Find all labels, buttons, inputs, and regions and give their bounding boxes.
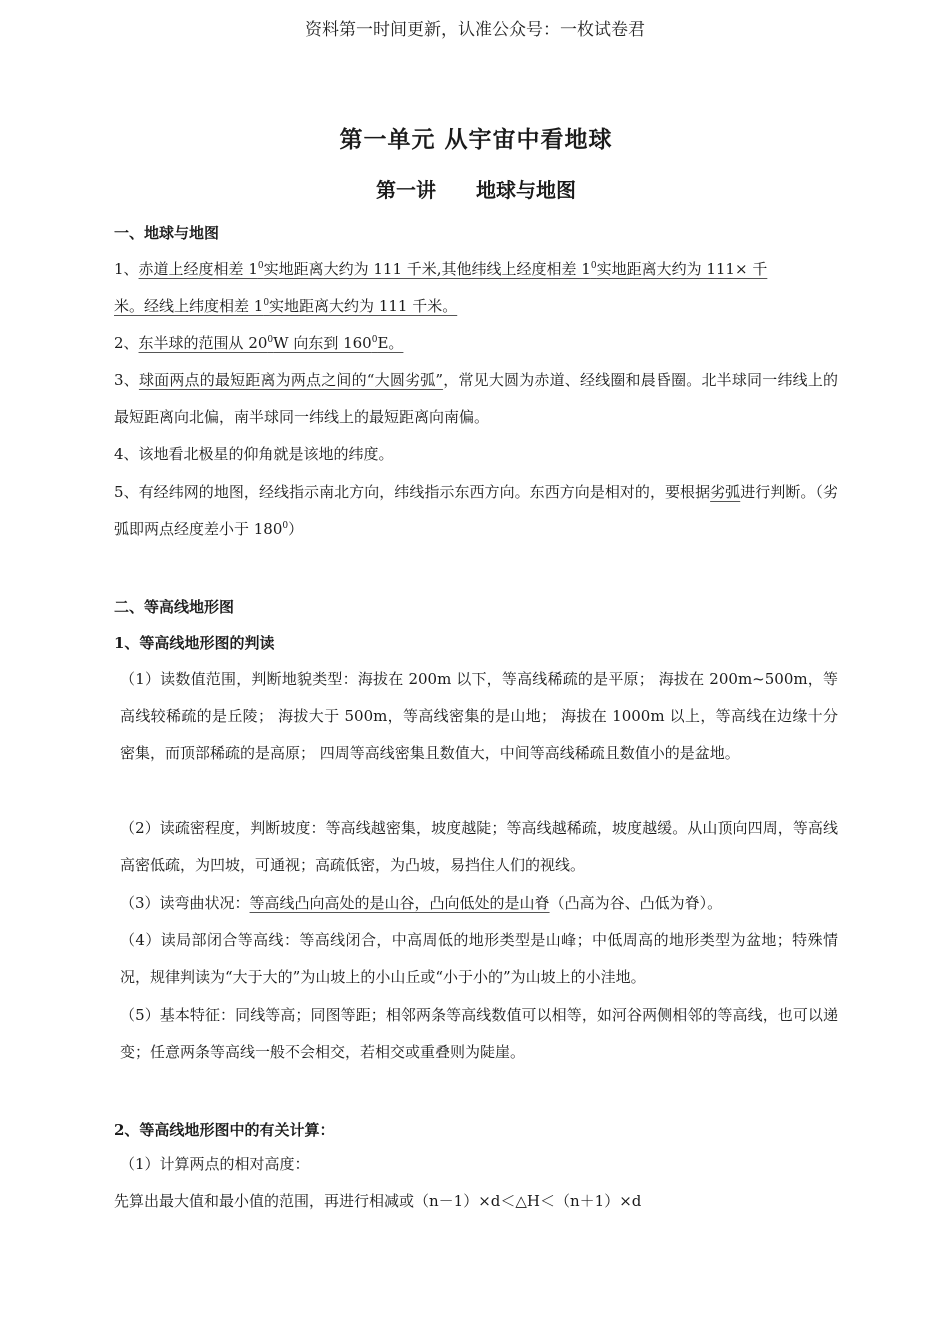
calc-1: （1）计算两点的相对高度：: [120, 1155, 310, 1173]
rule-3: （3）读弯曲状况：等高线凸向高处的是山谷，凸向低处的是山脊（凸高为谷、凸低为脊）。: [120, 894, 723, 912]
rule-5: （5）基本特征：同线等高；同图等距；相邻两条等高线数值可以相等，如河谷两侧相邻的等高线，也可以递变；任意两条等高线一般不会相交，若相交或重叠则为陡崖。: [120, 1006, 838, 1061]
section-heading-earth-map: 一、地球与地图: [114, 224, 220, 242]
paragraph-5: 5、有经纬网的地图，经线指示南北方向，纬线指示东西方向。东西方向是相对的，要根据劣弧进行判断。（劣弧即两点经度差小于 $180^0$）: [114, 483, 838, 538]
paragraph-1: 1、赤道上经度相差 $1^0$实地距离大约为 111 千米,其他纬线上经度相差 $1^0$实地距离大约为 111× 千 米。经线上纬度相差 $1^0$实地距离大约为 111 千米。: [114, 260, 768, 315]
lesson-name: 地球与地图: [476, 178, 576, 202]
rule-4: （4）读局部闭合等高线：等高线闭合，中高周低的地形类型是山峰；中低周高的地形类型为盆地；特殊情况，规律判读为“大于大的”为山坡上的小山丘或“小于小的”为山坡上的小洼地。: [120, 931, 838, 986]
paragraph-4: 4、该地看北极星的仰角就是该地的纬度。: [114, 445, 394, 463]
underlined-text: 球面两点的最短距离为两点之间的“大圆劣弧”: [138, 371, 444, 389]
unit-title: 第一单元 从宇宙中看地球: [339, 126, 613, 153]
underlined-text: 劣弧: [710, 483, 741, 501]
underlined-text: 赤道上经度相差 $1^0$实地距离大约为 111 千米,其他纬线上经度相差 $1^0$实地距离大约为 111× 千 米。经线上纬度相差 $1^0$实地距离大约为 111 千米。: [114, 260, 768, 315]
calc-2: 先算出最大值和最小值的范围，再进行相减或（n－1）×d＜△H＜（n＋1）×d: [114, 1192, 642, 1210]
underlined-text: 等高线凸向高处的是山谷，凸向低处的是山脊: [249, 894, 550, 912]
paragraph-3: 3、球面两点的最短距离为两点之间的“大圆劣弧”，常见大圆为赤道、经线圈和晨昏圈。北半球同一纬线上的最短距离向北偏，南半球同一纬线上的最短距离向南偏。: [114, 371, 839, 426]
rule-2: （2）读疏密程度，判断坡度：等高线越密集，坡度越陡；等高线越稀疏，坡度越缓。从山顶向四周，等高线高密低疏，为凹坡，可通视；高疏低密，为凸坡，易挡住人们的视线。: [120, 819, 838, 874]
section-heading-contour: 二、等高线地形图: [114, 598, 235, 616]
rule-1: （1）读数值范围，判断地貌类型：海拔在 200m 以下，等高线稀疏的是平原； 海拔在 200m~500m，等高线较稀疏的是丘陵； 海拔大于 500m，等高线密集的是山地； 海拔在 1000m 以上，等高线在边缘十分密集，而顶部稀疏的是高原； 四周等高线密集且数值大，中间等高线稀疏且数值小的是盆地。: [120, 670, 838, 762]
underlined-text: 东半球的范围从 $20^0W$ 向东到 $160^0E$。: [138, 334, 404, 352]
subheading-calculation: 2、等高线地形图中的有关计算：: [114, 1121, 335, 1139]
lesson-title: [114, 174, 838, 203]
paragraph-2: 2、东半球的范围从 $20^0W$ 向东到 $160^0E$。: [114, 334, 404, 352]
lesson-prefix: 第一讲: [376, 178, 436, 202]
subheading-reading: 1、等高线地形图的判读: [114, 634, 275, 652]
page-header: 资料第一时间更新，认准公众号：一枚试卷君: [305, 20, 645, 40]
